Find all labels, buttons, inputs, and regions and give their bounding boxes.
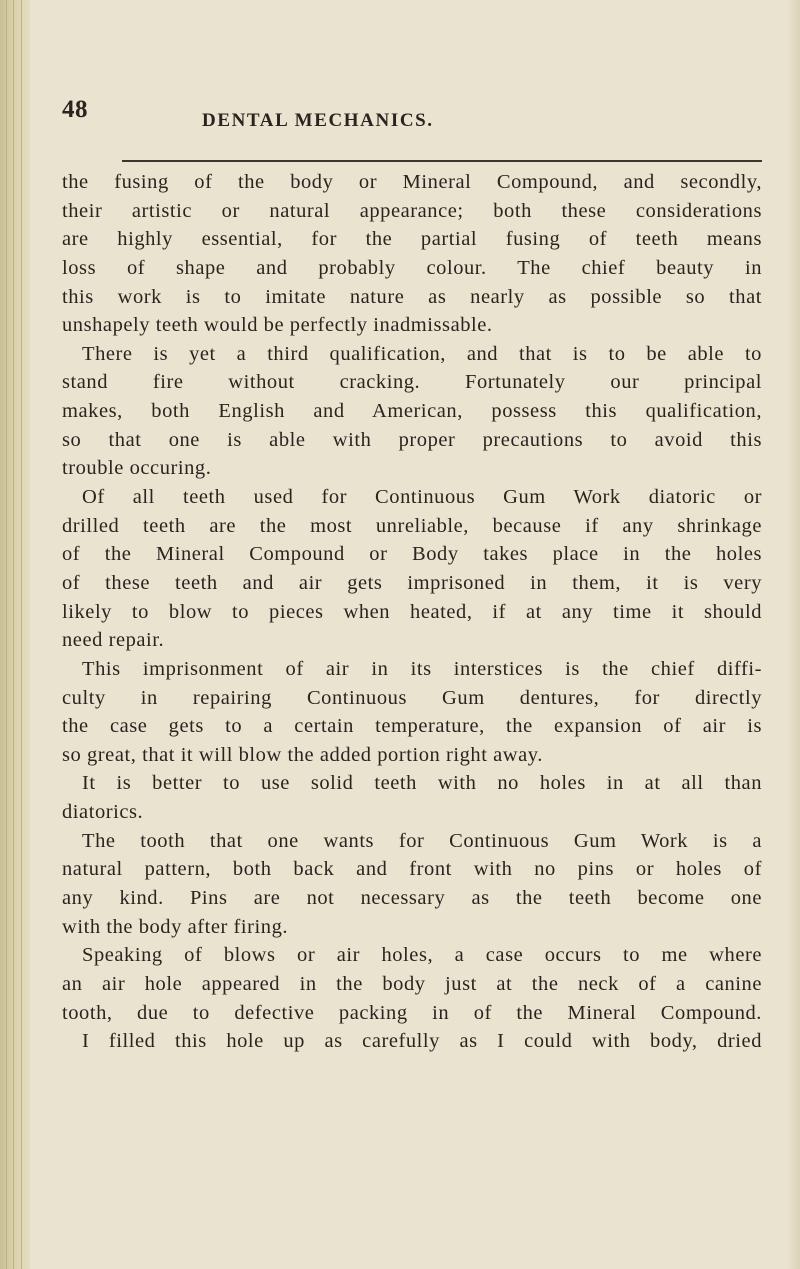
text-line: drilled teeth are the most unreliable, because if any shrinkage [62, 514, 762, 537]
book-gutter [0, 0, 30, 1269]
text-line: Speaking of blows or air holes, a case occurs to me where [82, 944, 762, 967]
gutter-line [6, 0, 7, 1269]
text-line: tooth, due to defective packing in of the Mineral Compound. [62, 1001, 762, 1024]
text-line: diatorics. [62, 801, 144, 824]
text-line: so great, that it will blow the added portion right away. [62, 743, 543, 766]
text-line: unshapely teeth would be perfectly inadmissable. [62, 314, 493, 337]
gutter-line [13, 0, 14, 1269]
text-line: of the Mineral Compound or Body takes place in the holes [62, 543, 762, 566]
text-line: the case gets to a certain temperature, the expansion of air is [62, 715, 762, 738]
text-line: likely to blow to pieces when heated, if at any time it should [62, 600, 762, 623]
text-line: I filled this hole up as carefully as I could with body, dried [82, 1030, 762, 1053]
header-rule [122, 160, 762, 162]
text-line: the fusing of the body or Mineral Compound, and secondly, [62, 171, 762, 193]
text-line: loss of shape and probably colour. The chief beauty in [62, 256, 762, 279]
text-line: culty in repairing Continuous Gum dentures, for directly [62, 686, 762, 709]
text-line: with the body after firing. [62, 915, 289, 938]
text-line: this work is to imitate nature as nearly as possible so that [62, 285, 762, 308]
page-number: 48 [62, 96, 88, 123]
text-line: of these teeth and air gets imprisoned in them, it is very [62, 571, 762, 594]
gutter-line [21, 0, 22, 1269]
text-line: are highly essential, for the partial fusing of teeth means [62, 228, 762, 251]
text-line: an air hole appeared in the body just at the neck of a canine [62, 972, 762, 995]
text-line: need repair. [62, 629, 165, 652]
text-line: so that one is able with proper precautions to avoid this [62, 428, 762, 451]
page-edge [786, 0, 800, 1269]
body-text [62, 168, 762, 1056]
text-line: This imprisonment of air in its interstices is the chief diffi- [82, 657, 762, 680]
running-head: DENTAL MECHANICS. [202, 110, 434, 131]
text-line: their artistic or natural appearance; both these considerations [62, 199, 762, 222]
text-line: There is yet a third qualification, and that is to be able to [82, 342, 762, 365]
text-line: any kind. Pins are not necessary as the teeth become one [62, 887, 762, 910]
text-line: It is better to use solid teeth with no holes in at all than [82, 772, 762, 795]
text-line: trouble occuring. [62, 457, 212, 480]
text-line: stand fire without cracking. Fortunately our principal [62, 371, 762, 394]
text-line: natural pattern, both back and front with no pins or holes of [62, 858, 762, 881]
text-line: The tooth that one wants for Continuous Gum Work is a [82, 829, 762, 852]
text-line: Of all teeth used for Continuous Gum Work diatoric or [82, 486, 762, 509]
text-line: makes, both English and American, possess this qualification, [62, 400, 762, 423]
book-page [62, 0, 762, 1269]
